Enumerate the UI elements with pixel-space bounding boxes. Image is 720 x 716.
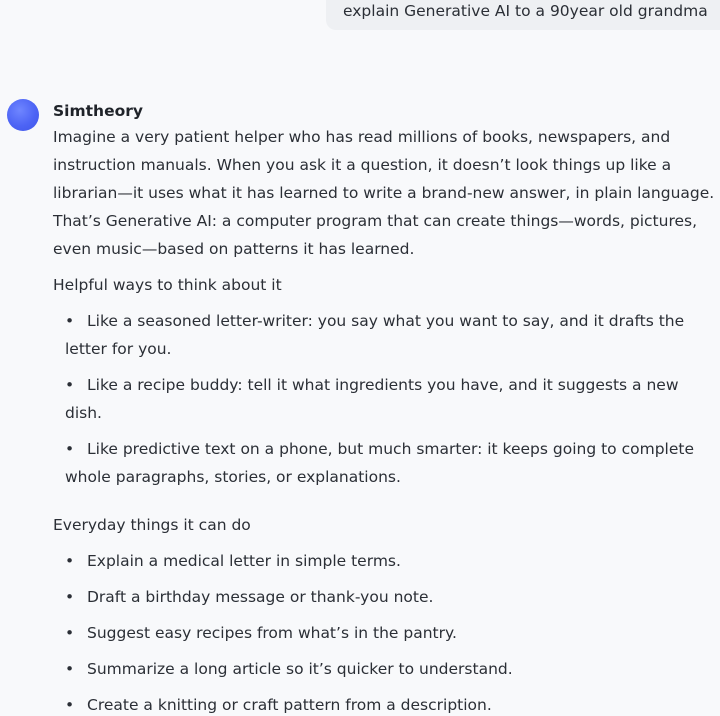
list-item: • Like a recipe buddy: tell it what ingredients you have, and it suggests a new dish. bbox=[53, 371, 720, 427]
bullet-icon: • bbox=[65, 376, 75, 394]
intro-paragraph: Imagine a very patient helper who has read millions of books, newspapers, and instruction manuals. When you ask it a question, it doesn’t look things up like a librarian—it uses what it has learned to write a brand-new answer, in plain language. That’s Generative AI: a computer program that can create things—words, pictures, even music—based on patterns it has learned. bbox=[53, 128, 715, 258]
bullet-icon: • bbox=[65, 660, 75, 678]
bullet-icon: • bbox=[65, 588, 75, 606]
bullet-icon: • bbox=[65, 440, 75, 458]
everyday-list bbox=[53, 547, 720, 716]
ways-list bbox=[53, 307, 720, 491]
bullet-icon: • bbox=[65, 696, 75, 714]
section-heading-everyday: Everyday things it can do bbox=[53, 516, 251, 534]
bullet-icon: • bbox=[65, 312, 75, 330]
list-item: • Create a knitting or craft pattern from a description. bbox=[53, 691, 720, 716]
list-item: • Like a seasoned letter-writer: you say what you want to say, and it drafts the letter for you. bbox=[53, 307, 720, 363]
list-item: • Explain a medical letter in simple terms. bbox=[53, 547, 720, 575]
list-item: • Suggest easy recipes from what’s in the pantry. bbox=[53, 619, 720, 647]
bullet-icon: • bbox=[65, 552, 75, 570]
list-item: • Draft a birthday message or thank-you note. bbox=[53, 583, 720, 611]
assistant-avatar bbox=[7, 99, 39, 131]
user-message-text: explain Generative AI to a 90year old grandma bbox=[343, 2, 708, 20]
list-item: • Summarize a long article so it’s quicker to understand. bbox=[53, 655, 720, 683]
bullet-icon: • bbox=[65, 624, 75, 642]
assistant-name: Simtheory bbox=[53, 102, 143, 120]
section-heading-ways: Helpful ways to think about it bbox=[53, 276, 282, 294]
assistant-message bbox=[53, 123, 720, 716]
list-item: • Like predictive text on a phone, but much smarter: it keeps going to complete whole paragraphs, stories, or explanations. bbox=[53, 435, 720, 491]
